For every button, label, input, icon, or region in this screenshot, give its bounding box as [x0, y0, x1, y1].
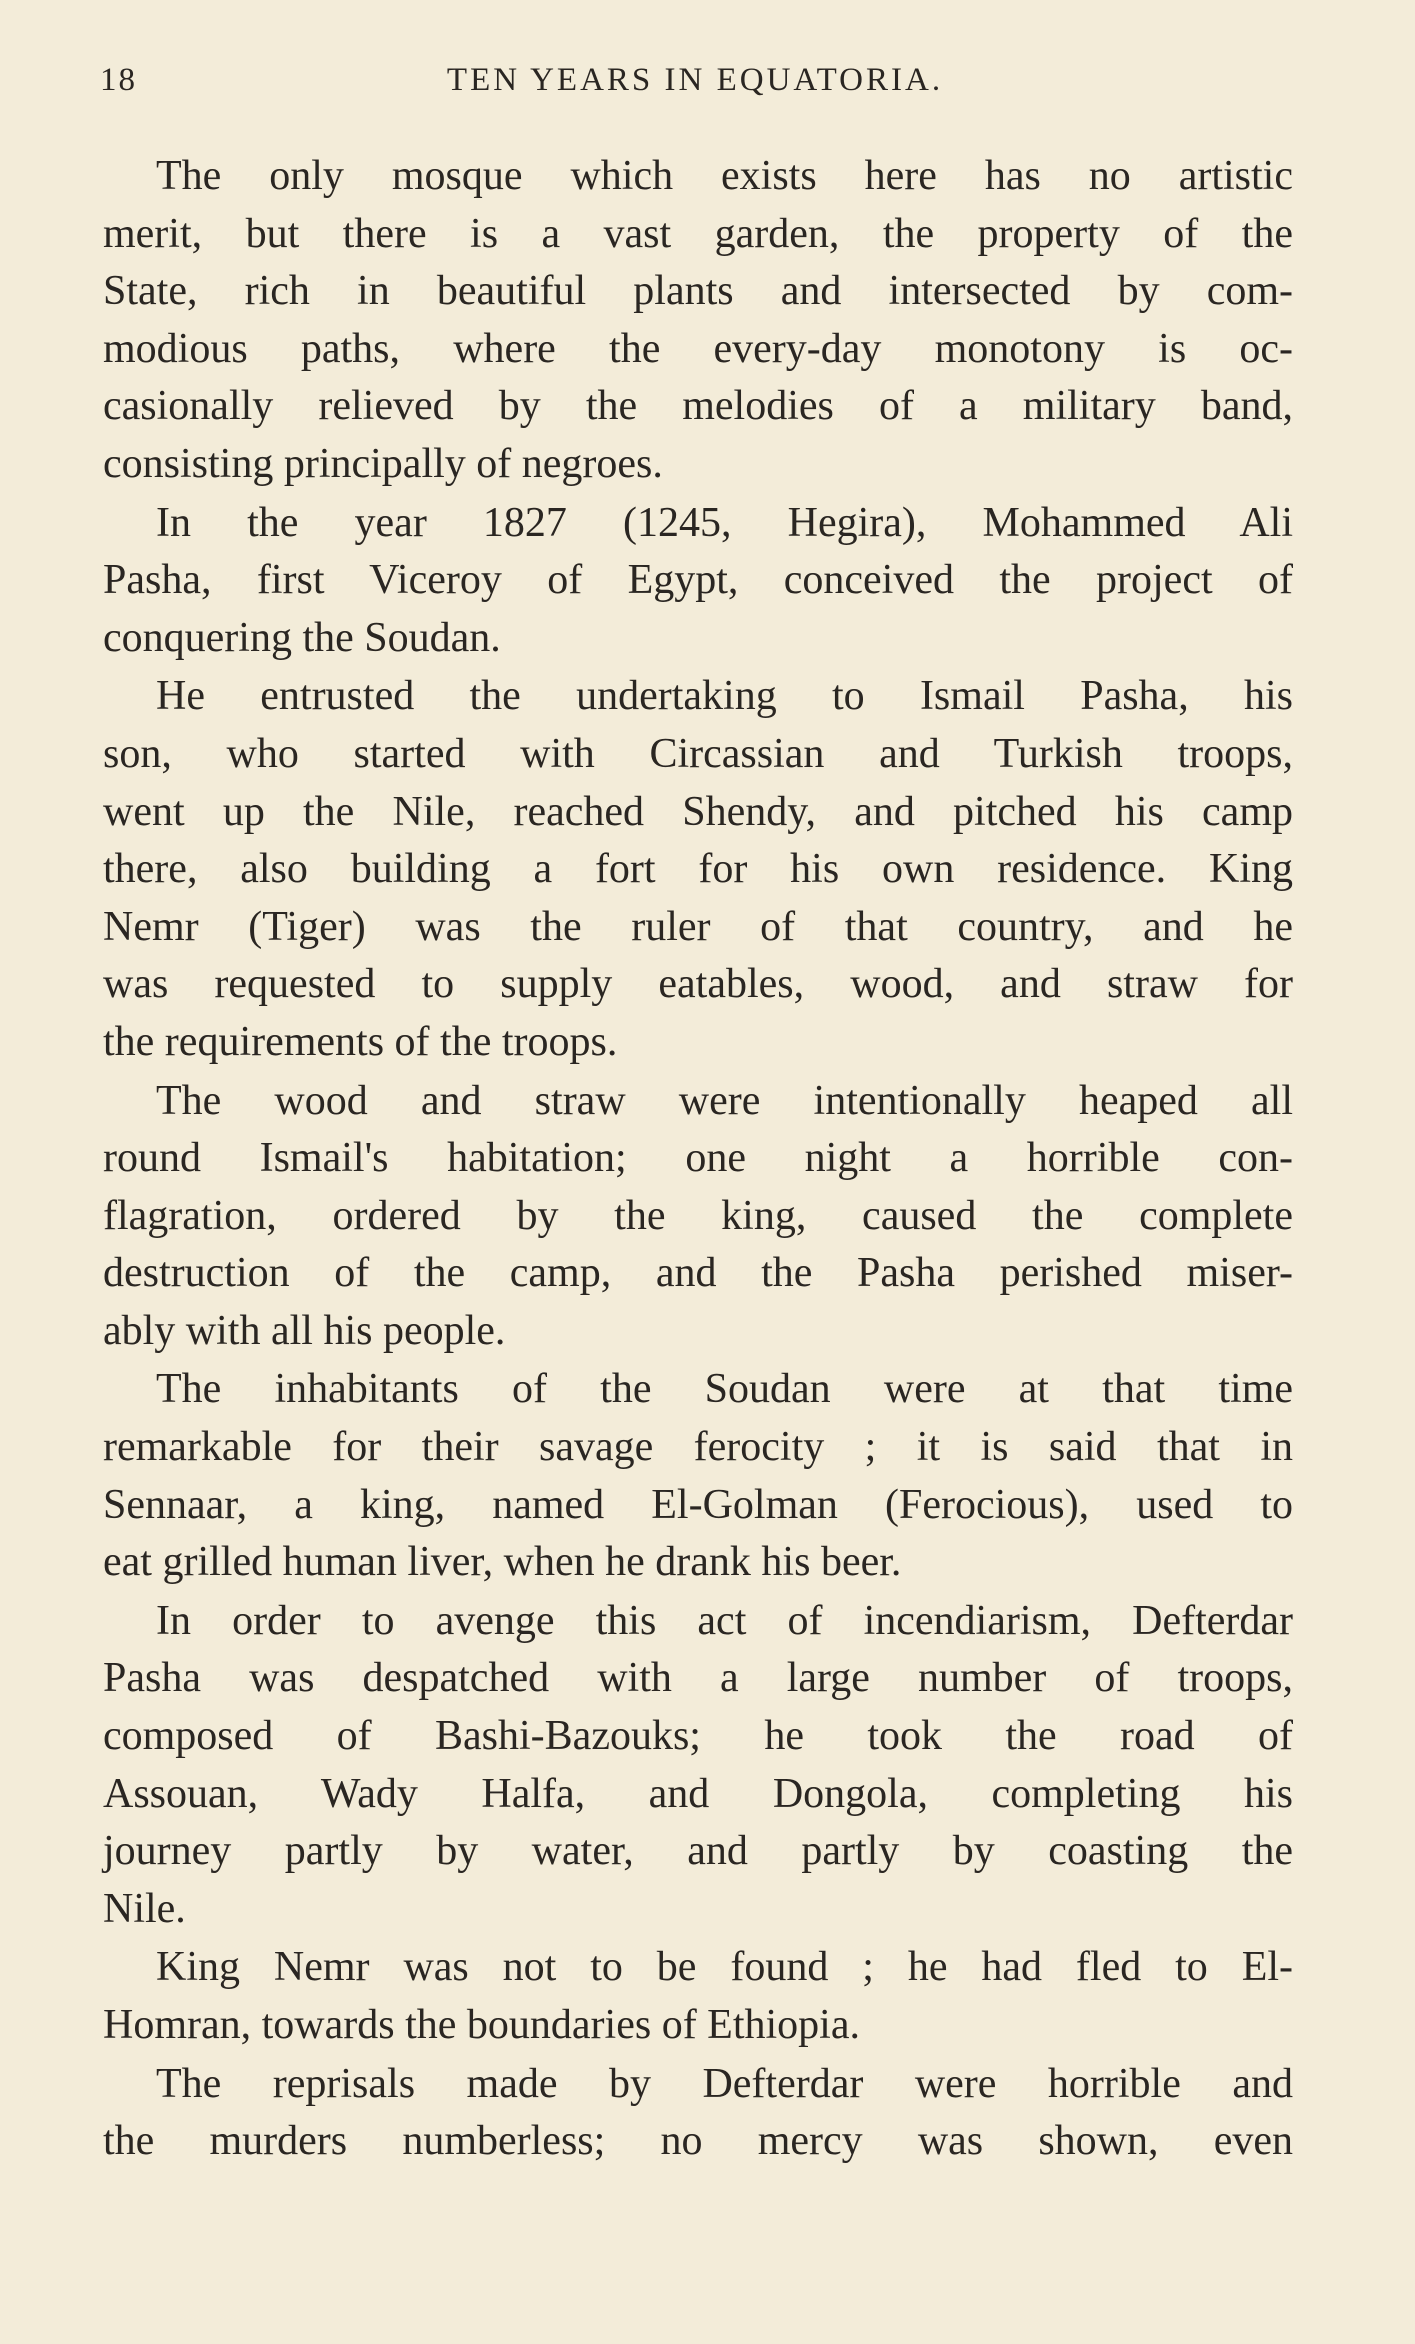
text-line: King Nemr was not to be found ; he had fled to El-	[156, 1944, 1293, 1991]
page-header	[100, 62, 1290, 118]
text-line: State, rich in beautiful plants and intersected by com-	[103, 268, 1293, 315]
text-line: eat grilled human liver, when he drank his beer.	[103, 1539, 902, 1586]
paragraph	[103, 1073, 1293, 1361]
text-line: flagration, ordered by the king, caused the complete	[103, 1192, 1293, 1239]
text-line: Sennaar, a king, named El-Golman (Ferocious), used to	[103, 1481, 1293, 1528]
paragraph	[103, 1361, 1293, 1591]
text-line: The only mosque which exists here has no artistic	[156, 153, 1293, 199]
text-line: Nile.	[103, 1885, 186, 1932]
text-line: Assouan, Wady Halfa, and Dongola, completing his	[103, 1770, 1293, 1817]
text-line: Nemr (Tiger) was the ruler of that country, and he	[103, 903, 1293, 950]
text-line: In the year 1827 (1245, Hegira), Mohammed Ali	[156, 499, 1293, 546]
paragraph	[103, 495, 1293, 668]
text-line: modious paths, where the every-day monotony is oc-	[103, 325, 1293, 372]
text-line: He entrusted the undertaking to Ismail Pasha, his	[156, 673, 1293, 720]
text-line: The reprisals made by Defterdar were horrible and	[156, 2060, 1293, 2107]
paragraph	[103, 1939, 1293, 2054]
page-number: 18	[100, 62, 137, 98]
text-line: In order to avenge this act of incendiarism, Defterdar	[156, 1597, 1293, 1644]
text-line: destruction of the camp, and the Pasha perished miser-	[103, 1250, 1293, 1297]
text-line: journey partly by water, and partly by coasting the	[103, 1828, 1293, 1875]
text-line: the murders numberless; no mercy was shown, even	[103, 2118, 1293, 2165]
text-line: The inhabitants of the Soudan were at that time	[156, 1366, 1293, 1413]
text-line: The wood and straw were intentionally heaped all	[156, 1077, 1293, 1124]
text-line: the requirements of the troops.	[103, 1018, 618, 1065]
text-line: Pasha, first Viceroy of Egypt, conceived the project of	[103, 557, 1293, 604]
text-line: went up the Nile, reached Shendy, and pitched his camp	[103, 788, 1293, 835]
text-line: remarkable for their savage ferocity ; it is said that in	[103, 1424, 1293, 1471]
body-text	[103, 148, 1293, 2172]
text-line: consisting principally of negroes.	[103, 440, 663, 487]
paragraph	[103, 148, 1293, 494]
text-line: merit, but there is a vast garden, the property of the	[103, 210, 1293, 257]
paragraph	[103, 2056, 1293, 2171]
text-line: round Ismail's habitation; one night a horrible con-	[103, 1135, 1293, 1182]
text-line: conquering the Soudan.	[103, 614, 501, 661]
text-line: casionally relieved by the melodies of a military band,	[103, 383, 1293, 430]
text-line: there, also building a fort for his own residence. King	[103, 846, 1293, 893]
text-line: was requested to supply eatables, wood, and straw for	[103, 961, 1293, 1008]
text-line: Homran, towards the boundaries of Ethiopia.	[103, 2002, 860, 2048]
text-line: ably with all his people.	[103, 1307, 506, 1354]
text-line: son, who started with Circassian and Turkish troops,	[103, 730, 1293, 777]
text-line: Pasha was despatched with a large number of troops,	[103, 1655, 1293, 1702]
text-line: composed of Bashi-Bazouks; he took the road of	[103, 1713, 1293, 1760]
paragraph	[103, 1593, 1293, 1939]
paragraph	[103, 668, 1293, 1071]
running-title: TEN YEARS IN EQUATORIA.	[446, 62, 944, 98]
